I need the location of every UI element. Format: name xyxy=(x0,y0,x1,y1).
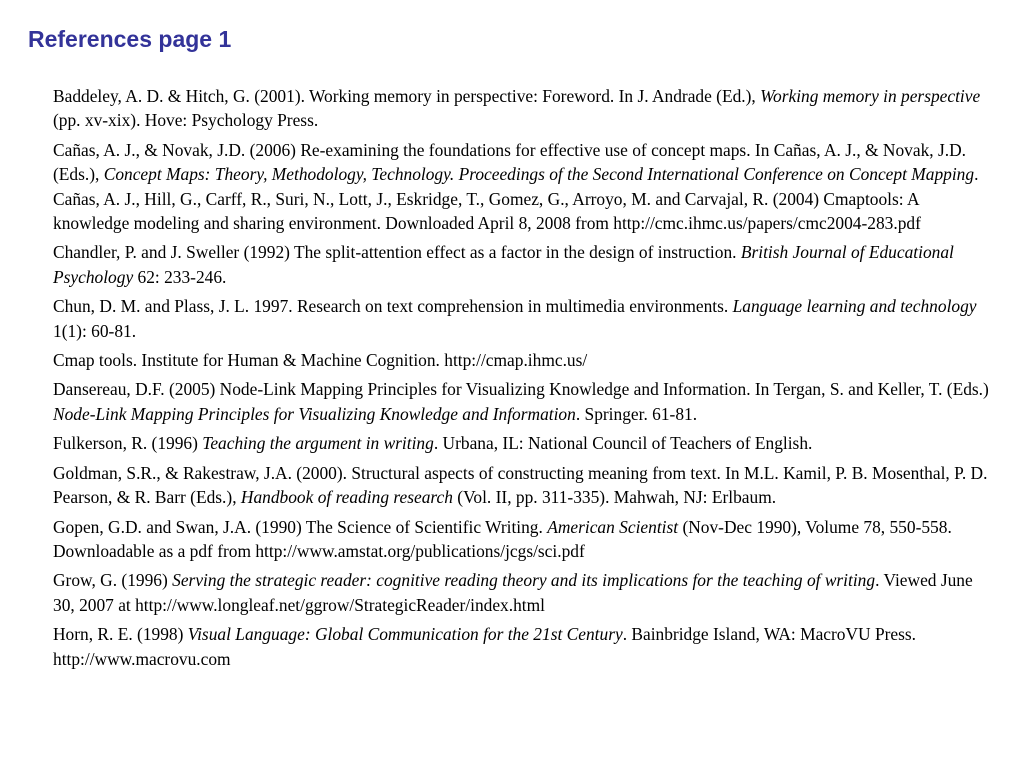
reference-entry xyxy=(53,377,993,426)
reference-list xyxy=(53,84,993,676)
reference-entry xyxy=(53,187,993,236)
reference-title-italic: Handbook of reading research xyxy=(240,487,453,508)
reference-title-italic: Language learning and technology xyxy=(732,296,977,317)
reference-text: . Bainbridge Island, WA: MacroVU Press. http://www.macrovu.com xyxy=(53,624,917,669)
reference-title-italic: Working memory in perspective xyxy=(760,86,981,106)
reference-title-italic: British Journal of Educational Psychology xyxy=(53,242,954,287)
reference-text: Horn, R. E. (1998) xyxy=(53,624,188,645)
reference-text: Fulkerson, R. (1996) xyxy=(53,433,203,454)
reference-title-italic: Teaching the argument in writing xyxy=(202,433,434,454)
reference-text: 1(1): 60-81. xyxy=(53,320,137,341)
reference-text: Cmap tools. Institute for Human & Machine Cognition. http://cmap.ihmc.us/ xyxy=(53,350,588,371)
reference-title-italic: Visual Language: Global Communication for the 21st Century xyxy=(187,624,623,645)
reference-text: Gopen, G.D. and Swan, J.A. (1990) The Science of Scientific Writing. xyxy=(53,516,548,537)
reference-entry xyxy=(53,431,993,455)
reference-text: . Springer. 61-81. xyxy=(575,403,698,424)
reference-entry xyxy=(53,138,993,187)
reference-text: . Viewed June 30, 2007 at http://www.longleaf.net/ggrow/StrategicReader/index.html xyxy=(53,570,973,615)
page-title: References page 1 xyxy=(28,26,232,52)
reference-text: (Vol. II, pp. 311-335). Mahwah, NJ: Erlbaum. xyxy=(452,487,777,508)
reference-title-italic: Node-Link Mapping Principles for Visualizing Knowledge and Information xyxy=(53,403,576,424)
reference-text: Cañas, A. J., & Novak, J.D. (2006) Re-examining the foundations for effective use of concept maps. In Cañas, A. J., & Novak, J.D. (Eds.), xyxy=(53,139,966,185)
reference-text: Cañas, A. J., Hill, G., Carff, R., Suri, N., Lott, J., Eskridge, T., Gomez, G., Arroyo, M. and Carvajal, R. (2004) Cmaptools: A knowledge modeling and sharing environment. Downloaded April 8, 2008 from http://cmc.ihmc.us/papers/cmc2004-283.pdf xyxy=(53,188,921,234)
reference-text: Grow, G. (1996) xyxy=(53,570,173,591)
reference-text: (Nov-Dec 1990), Volume 78, 550-558. Downloadable as a pdf from http://www.amstat.org/publications/jcgs/sci.pdf xyxy=(53,516,952,561)
reference-text: . Urbana, IL: National Council of Teachers of English. xyxy=(433,433,813,454)
reference-text: Goldman, S.R., & Rakestraw, J.A. (2000). Structural aspects of constructing meaning from text. In M.L. Kamil, P. B. Mosenthal, P. D. Pearson, & R. Barr (Eds.), xyxy=(53,462,988,508)
reference-text: Chun, D. M. and Plass, J. L. 1997. Research on text comprehension in multimedia environments. xyxy=(53,296,733,317)
reference-text: 62: 233-246. xyxy=(133,266,227,287)
reference-text: Baddeley, A. D. & Hitch, G. (2001). Working memory in perspective: Foreword. In J. Andrade (Ed.), xyxy=(53,86,761,106)
reference-entry xyxy=(53,568,993,617)
reference-title-italic: American Scientist xyxy=(547,516,679,537)
reference-entry xyxy=(53,515,993,564)
reference-entry xyxy=(53,461,993,510)
reference-text: (pp. xv-xix). Hove: Psychology Press. xyxy=(53,110,319,131)
reference-entry xyxy=(53,240,993,289)
reference-text: Dansereau, D.F. (2005) Node-Link Mapping Principles for Visualizing Knowledge and Information. In Tergan, S. and Keller, T. (Eds.) xyxy=(53,379,989,400)
reference-entry xyxy=(53,622,993,671)
reference-title-italic: Serving the strategic reader: cognitive reading theory and its implications for the teaching of writing xyxy=(172,570,876,591)
reference-title-italic: Concept Maps: Theory, Methodology, Technology. Proceedings of the Second International Conference on Concept Mapping xyxy=(103,164,975,185)
reference-entry xyxy=(53,84,993,133)
reference-text: . xyxy=(974,164,979,185)
reference-entry xyxy=(53,348,993,372)
reference-entry xyxy=(53,294,993,343)
reference-text: Chandler, P. and J. Sweller (1992) The split-attention effect as a factor in the design of instruction. xyxy=(53,242,741,263)
